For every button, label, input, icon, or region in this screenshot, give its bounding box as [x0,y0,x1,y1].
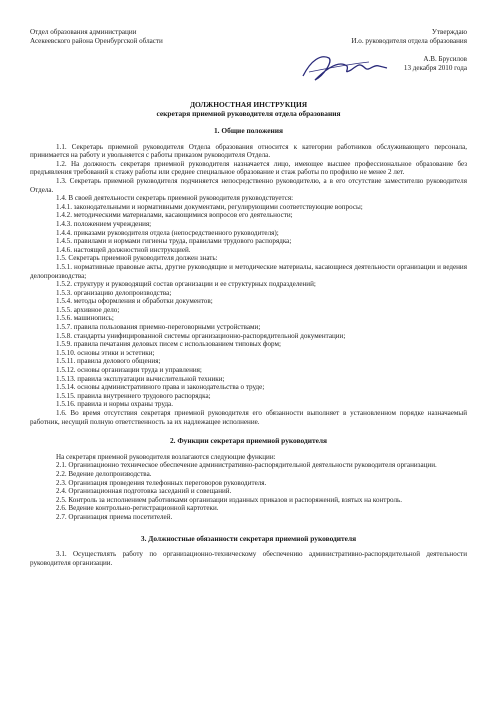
list-item: 2.7. Организация приема посетителей. [56,512,173,521]
list-item: 1.5.14. основы административного права и законодательства о труде; [56,383,265,392]
section-1-heading: 1. Общие положения [213,126,284,135]
approval-label: Утверждаю [431,28,467,36]
paragraph-1-5: 1.5. Секретарь приемной руководителя должен знать: [56,254,218,263]
list-item: 1.5.8. стандарты унифицированной системы организационно-распорядительной документации; [56,331,346,340]
signer-name: А.В. Брусилов [423,55,467,64]
list-item: 1.5.15. правила внутреннего трудового распорядка; [56,391,211,400]
list-item: 2.6. Ведение контрольно-регистрационной картотеки. [56,504,219,513]
list-item: 1.5.5. архивное дело; [56,305,120,314]
organization-line-1: Отдел образования администрации [30,28,137,36]
list-item: 1.4.4. приказами руководителя отдела (непосредственного руководителя); [56,228,279,237]
list-item: 1.5.11. правила делового общения; [56,357,161,366]
paragraph-1-4: 1.4. В своей деятельности секретарь приемной руководителя руководствуется: [56,194,294,203]
list-item: 1.5.12. основы организации труда и управления; [56,366,202,375]
paragraph-1-1: 1.1. Секретарь приемной руководителя Отдела образования относится к категории работников обслуживающего персонала, принимается на работу и увольняется с работы приказом руководителя Отдела. [30,142,467,160]
list-item: 1.5.6. машинопись; [56,314,114,323]
section-3-heading: 3. Должностные обязанности секретаря приемной руководителя [140,533,357,543]
paragraph-3-1: 3.1. Осуществлять работу по организационно-техническому обеспечению административно-распорядительной деятельности руководителя организации. [30,550,467,567]
list-item: 2.3. Организация проведения телефонных переговоров руководителя. [56,478,267,487]
paragraph-2-5: 2.5. Контроль за исполнением работниками организации изданных приказов и распоряжений, взятых на контроль. [56,495,403,504]
document-title-line-2: секретаря приемной руководителя отдела образования [156,109,341,118]
list-item: 1.5.13. правила эксплуатации вычислительной техники; [56,374,225,383]
paragraph-1-5-1: 1.5.1. нормативные правовые акты, другие руководящие и методические материалы, касающиеся деятельности организации и ведения делопроизводства; [30,262,467,280]
organization-line-2: Асекеевского района Оренбургской области [30,36,163,45]
list-item: 2.4. Организационная подготовка заседаний и совещаний. [56,487,232,496]
list-item: 1.5.4. методы оформления и обработки документов; [56,297,213,306]
list-item: 1.5.9. правила печатания деловых писем с использованием типовых форм; [56,340,281,349]
list-item: 1.4.5. правилами и нормами гигиены труда, правилами трудового распорядка; [56,237,292,246]
approval-date: 13 декабря 2010 года [403,63,467,72]
organization-block [30,28,249,82]
list-item: 1.5.7. правила пользования приемно-переговорными устройствами; [56,323,261,332]
list-item: 1.5.16. правила и нормы охраны труда. [56,400,173,409]
list-item: 1.5.3. организацию делопроизводства; [56,288,172,297]
signature-icon [299,46,391,86]
paragraph-1-2: 1.2. На должность секретаря приемной руководителя назначается лицо, имеющее высшее профессиональное образование без предъявления требований к стажу работы или среднее специальное образование и стаж работы по профилю не менее 2 лет. [30,159,467,177]
section-2-intro: На секретаря приемной руководителя возлагаются следующие функции: [56,452,276,461]
list-item: 1.4.1. законодательными и нормативными документами, регулирующими соответствующие вопросы; [56,202,363,211]
approval-block [249,28,468,82]
list-item: 1.5.10. основы этики и эстетики; [56,348,155,357]
list-item: 1.4.2. методическими материалами, касающимися вопросов его деятельности; [56,211,293,220]
document-title-line-1: ДОЛЖНОСТНАЯ ИНСТРУКЦИЯ [189,100,308,109]
approver-position: И.о. руководителя отдела образования [351,36,467,45]
paragraph-2-1: 2.1. Организационно техническое обеспечение административно-распорядительной деятельности руководителя организации. [56,461,437,470]
paragraph-1-3: 1.3. Секретарь приемной руководителя подчиняется непосредственно руководителю, а в его отсутствие заместителю руководителя Отдела. [30,176,467,194]
list-item: 1.5.2. структуру и руководящий состав организации и ее структурных подразделений; [56,280,316,289]
section-2-heading: 2. Функции секретаря приемной руководителя [169,436,328,446]
document-header [30,28,467,82]
list-item: 1.4.6. настоящей должностной инструкцией. [56,245,191,254]
document-title [30,100,467,118]
list-item: 2.2. Ведение делопроизводства. [56,469,152,478]
paragraph-1-6: 1.6. Во время отсутствия секретаря приемной руководителя его обязанности выполняет в установленном порядке назначаемый работник, несущий полную ответственность за их надлежащее исполнение. [30,409,467,426]
list-item: 1.4.3. положением учреждения; [56,219,152,228]
